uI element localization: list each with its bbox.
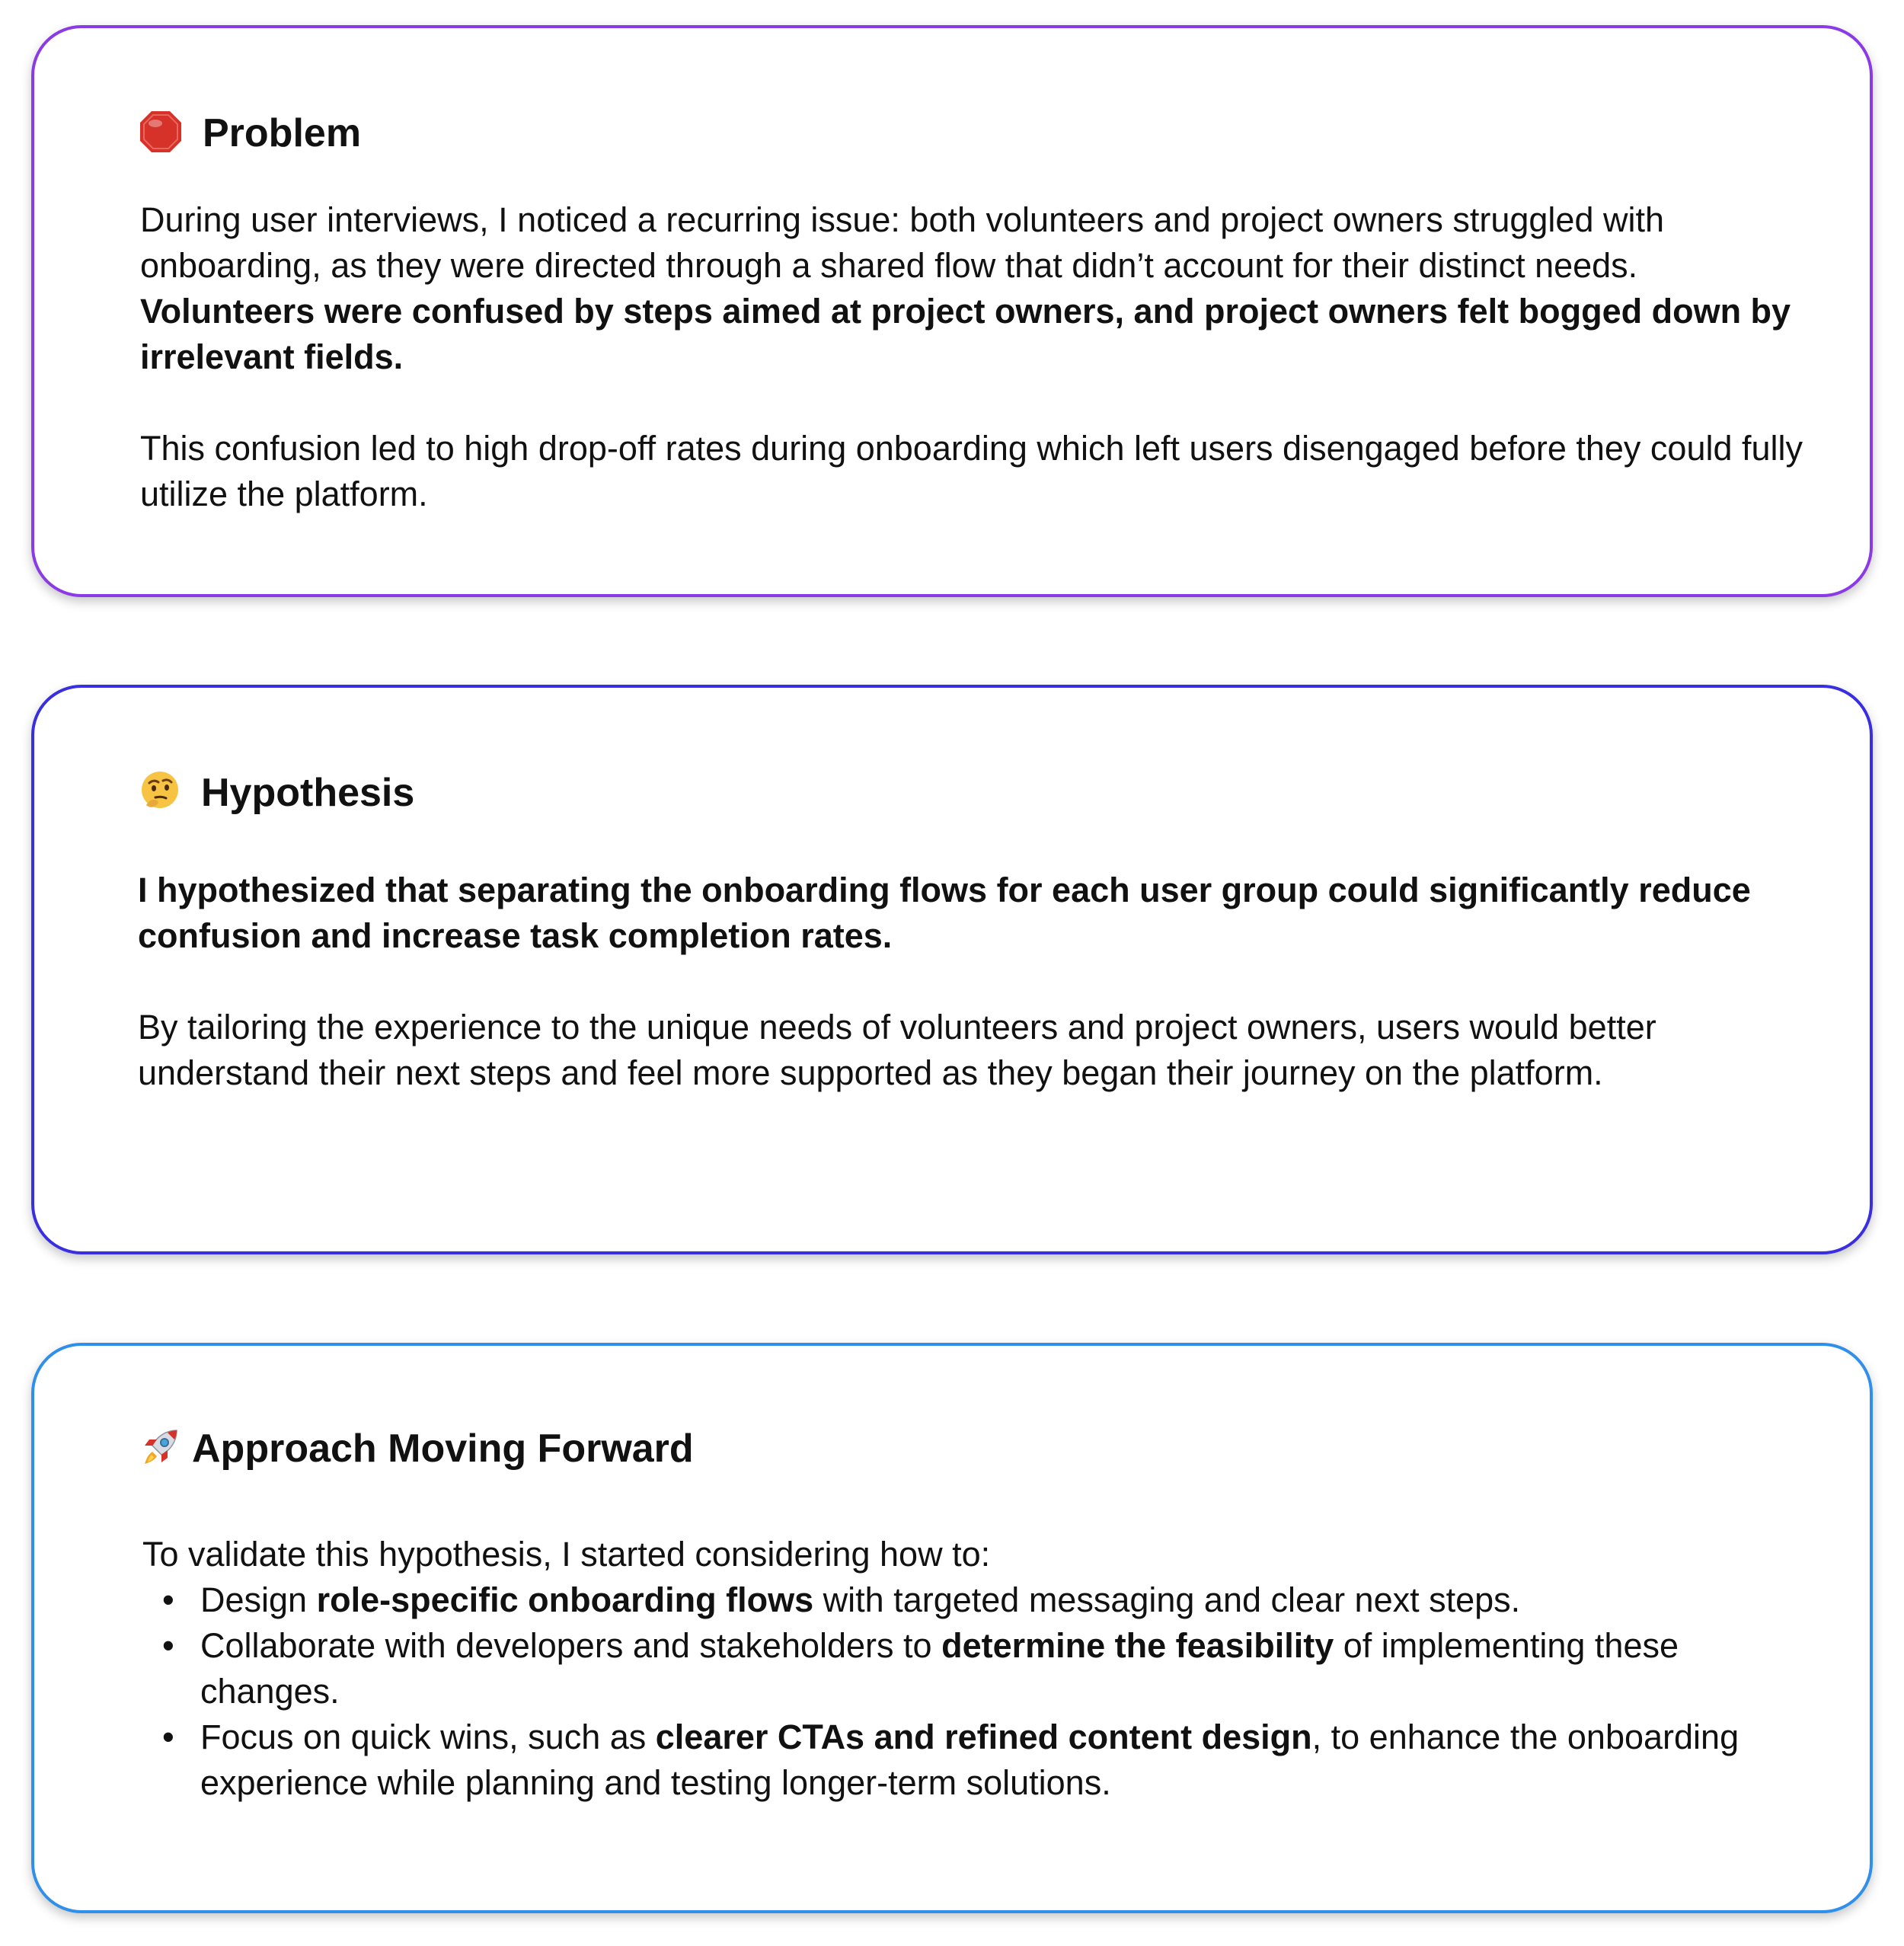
- bullet-text: Design: [200, 1580, 317, 1619]
- bullet-emphasis: determine the feasibility: [941, 1626, 1334, 1665]
- approach-card: [31, 1343, 1873, 1913]
- problem-header: [139, 107, 361, 160]
- problem-card: [31, 25, 1873, 597]
- bullet-text: , to enhance the onboarding experience while planning and testing longer-term solutions.: [200, 1718, 1739, 1802]
- approach-intro: To validate this hypothesis, I started considering how to:: [142, 1535, 991, 1574]
- hypothesis-card: [31, 685, 1873, 1254]
- hypothesis-p1-emphasis: I hypothesized that separating the onboarding flows for each user group could significantly reduce confusion and increase task completion rates.: [138, 871, 1751, 955]
- bullet-icon: •: [162, 1626, 174, 1665]
- bullet-emphasis: role-specific onboarding flows: [316, 1580, 814, 1619]
- approach-header: [139, 1422, 694, 1475]
- bullet-text: Collaborate with developers and stakeholders to: [200, 1626, 942, 1665]
- approach-title: Approach Moving Forward: [192, 1427, 694, 1471]
- bullet-icon: •: [162, 1718, 174, 1756]
- hypothesis-body: [138, 868, 1813, 1096]
- problem-paragraph-1: [140, 197, 1816, 380]
- bullet-text: of implementing these changes.: [200, 1626, 1679, 1711]
- problem-title: Problem: [203, 111, 362, 155]
- bullet-text: Focus on quick wins, such as: [200, 1718, 656, 1756]
- problem-p1-emphasis: Volunteers were confused by steps aimed at project owners, and project owners felt bogged down by irrelevant fields.: [140, 292, 1791, 376]
- approach-bullet-list: [142, 1577, 1818, 1806]
- hypothesis-title: Hypothesis: [201, 771, 415, 815]
- bullet-icon: •: [162, 1580, 174, 1619]
- problem-body: [140, 197, 1816, 517]
- bullet-emphasis: clearer CTAs and refined content design: [655, 1718, 1312, 1756]
- problem-paragraph-2: This confusion led to high drop-off rates during onboarding which left users disengaged before they could fully utilize the platform.: [140, 429, 1803, 513]
- thinking-face-icon: [139, 770, 181, 816]
- hypothesis-paragraph-2: By tailoring the experience to the unique needs of volunteers and project owners, users would better understand their next steps and feel more supported as they began their journey on the platform.: [138, 1008, 1656, 1092]
- problem-p1-text: During user interviews, I noticed a recurring issue: both volunteers and project owners struggled with onboarding, as they were directed through a shared flow that didn’t account for their distinct needs.: [140, 200, 1665, 285]
- hypothesis-paragraph-1: [138, 868, 1813, 959]
- list-item: [142, 1577, 1818, 1623]
- approach-body: [142, 1532, 1818, 1806]
- hypothesis-header: [139, 766, 414, 820]
- rocket-icon: [139, 1426, 181, 1472]
- bullet-text: with targeted messaging and clear next steps.: [813, 1580, 1521, 1619]
- stop-sign-icon: [139, 110, 183, 158]
- list-item: [142, 1623, 1818, 1714]
- list-item: [142, 1714, 1818, 1806]
